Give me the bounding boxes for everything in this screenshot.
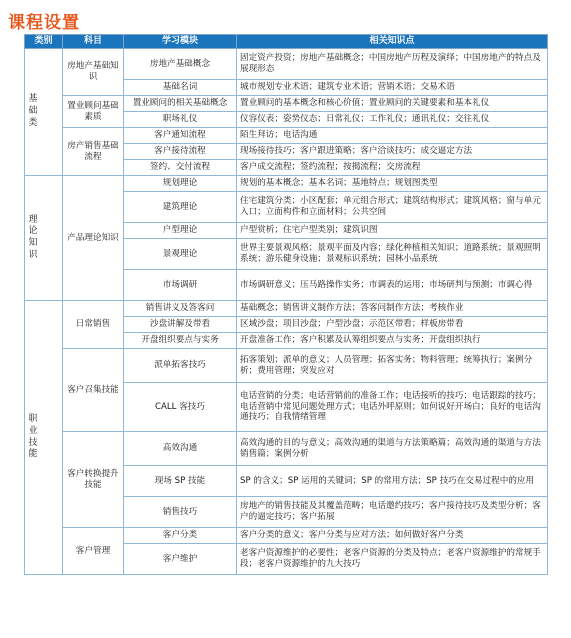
- module-cell: 销售技巧: [124, 497, 237, 528]
- module-cell: 职场礼仪: [124, 112, 237, 128]
- table-row: [25, 176, 548, 192]
- knowledge-cell: 开盘准备工作；客户积累及认筹组织要点与实务；开盘组织执行: [237, 333, 548, 349]
- module-cell: 户型理论: [124, 223, 237, 239]
- table-row: [25, 96, 548, 112]
- table-header-row: [25, 35, 548, 49]
- knowledge-cell: SP 的含义；SP 运用的关键词；SP 的常用方法；SP 技巧在交易过程中的应用: [237, 466, 548, 497]
- knowledge-cell: 规划的基本概念；基本名词；基地特点；规划图类型: [237, 176, 548, 192]
- knowledge-cell: 置业顾问的基本概念和核心价值；置业顾问的关键要素和基本礼仪: [237, 96, 548, 112]
- knowledge-cell: 拓客策划；派单的意义；人员管理；拓客实务；物料管理；统筹执行；案例分析；费用管理；突发应对: [237, 349, 548, 383]
- subject-cell: 置业顾问基础素质: [63, 96, 124, 128]
- table-row: [25, 528, 548, 544]
- subject-cell: 产品理论知识: [63, 176, 124, 301]
- subject-cell: 房产销售基础流程: [63, 128, 124, 176]
- knowledge-cell: 仪容仪表；姿势仪态；日常礼仪；工作礼仪；通讯礼仪；交往礼仪: [237, 112, 548, 128]
- subject-cell: 房地产基础知识: [63, 49, 124, 96]
- knowledge-cell: 住宅建筑分类；小区配套；单元组合形式；建筑结构形式；建筑风格；窗与单元入口；立面构件和立面材料；公共空间: [237, 192, 548, 223]
- knowledge-cell: 现场接待技巧；客户跟进策略；客户洽谈技巧；成交逼定方法: [237, 144, 548, 160]
- module-cell: 客户接待流程: [124, 144, 237, 160]
- module-cell: 规划理论: [124, 176, 237, 192]
- course-table: [24, 34, 548, 575]
- knowledge-cell: 房地产的销售技能及其覆盖范畴；电话邀约技巧；客户接待技巧及类型分析；客户的逼定技巧；客户拓展: [237, 497, 548, 528]
- knowledge-cell: 世界主要景观风格；景观平面及内容；绿化种植相关知识；道路系统；景观照明系统；游乐健身设施；景观标识系统；园林小品系统: [237, 239, 548, 270]
- category-cell: 理论知识: [25, 176, 63, 301]
- module-cell: 签约、交付流程: [124, 160, 237, 176]
- knowledge-cell: 市场调研意义；压马路操作实务；市调表的运用；市场研判与预测；市调心得: [237, 270, 548, 301]
- knowledge-cell: 电话营销的分类；电话营销前的准备工作；电话接听的技巧；电话跟踪的技巧；电话营销中常见问题处理方式；电话外呼原则；如何说好开场白；良好的电话沟通技巧；自我情绪管理: [237, 383, 548, 432]
- module-cell: 派单拓客技巧: [124, 349, 237, 383]
- knowledge-cell: 高效沟通的目的与意义；高效沟通的渠道与方法策略篇；高效沟通的渠道与方法销售篇；案例分析: [237, 432, 548, 466]
- table-row: [25, 128, 548, 144]
- module-cell: 开盘组织要点与实务: [124, 333, 237, 349]
- module-cell: 景观理论: [124, 239, 237, 270]
- header-module: 学习模块: [124, 35, 237, 49]
- knowledge-cell: 区域沙盘；项目沙盘；户型沙盘；示范区带看；样板房带看: [237, 317, 548, 333]
- knowledge-cell: 城市规划专业术语；建筑专业术语；营销术语；交易术语: [237, 80, 548, 96]
- knowledge-cell: 陌生拜访；电话沟通: [237, 128, 548, 144]
- module-cell: 基础名词: [124, 80, 237, 96]
- subject-cell: 客户召集技能: [63, 349, 124, 432]
- module-cell: 客户分类: [124, 528, 237, 544]
- module-cell: 现场 SP 技能: [124, 466, 237, 497]
- knowledge-cell: 客户成交流程；签约流程；按揭流程；交房流程: [237, 160, 548, 176]
- module-cell: 建筑理论: [124, 192, 237, 223]
- page-title: 课程设置: [8, 13, 80, 33]
- module-cell: 房地产基础概念: [124, 49, 237, 80]
- module-cell: 沙盘讲解及带看: [124, 317, 237, 333]
- module-cell: 市场调研: [124, 270, 237, 301]
- table-row: [25, 49, 548, 80]
- header-category: 类别: [25, 35, 63, 49]
- header-knowledge: 相关知识点: [237, 35, 548, 49]
- subject-cell: 客户管理: [63, 528, 124, 575]
- subject-cell: 日常销售: [63, 301, 124, 349]
- table-row: [25, 301, 548, 317]
- module-cell: 客户通知流程: [124, 128, 237, 144]
- module-cell: 销售讲义及答客问: [124, 301, 237, 317]
- module-cell: 高效沟通: [124, 432, 237, 466]
- subject-cell: 客户转换提升技能: [63, 432, 124, 528]
- knowledge-cell: 客户分类的意义；客户分类与应对方法；如何做好客户分类: [237, 528, 548, 544]
- table-row: [25, 432, 548, 466]
- knowledge-cell: 户型赏析；住宅户型类别；建筑识图: [237, 223, 548, 239]
- module-cell: CALL 客技巧: [124, 383, 237, 432]
- knowledge-cell: 固定资产投资；房地产基础概念；中国房地产历程及演绎；中国房地产的特点及展现形态: [237, 49, 548, 80]
- knowledge-cell: 老客户资源维护的必要性；老客户资源的分类及特点；老客户资源维护的常规手段；老客户资源维护的九大技巧: [237, 544, 548, 575]
- module-cell: 置业顾问的相关基础概念: [124, 96, 237, 112]
- module-cell: 客户维护: [124, 544, 237, 575]
- header-subject: 科目: [63, 35, 124, 49]
- table-row: [25, 349, 548, 383]
- category-cell: 基础类: [25, 49, 63, 176]
- knowledge-cell: 基础概念；销售讲义制作方法；答客问制作方法；考核作业: [237, 301, 548, 317]
- category-cell: 职业技能: [25, 301, 63, 575]
